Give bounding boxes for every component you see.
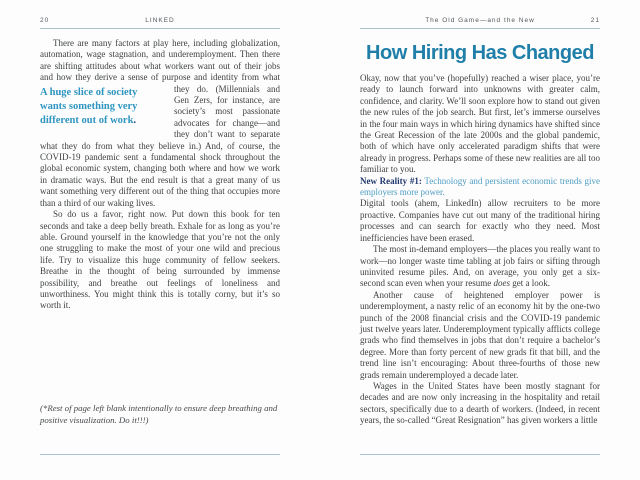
section-heading bbox=[360, 176, 600, 199]
paragraph-text-italic: does bbox=[493, 278, 510, 289]
body-paragraph: So do us a favor, right now. Put down this book for ten seconds and take a deep belly breath. Exhale for as long as you’re able. Ground yourself in the knowledge that you’re not the only one struggling to make the most of your one wild and precious life. Try to visualize this huge community of fellow seekers. Breathe in the thought of being surrounded by immense possibility, and breathe out feelings of loneliness and unworthiness. You might think this is totally corny, but it’s so worth it. bbox=[40, 209, 280, 311]
body-paragraph bbox=[40, 38, 280, 209]
footer-rule bbox=[40, 454, 280, 455]
body-paragraph: Wages in the United States have been mostly stagnant for decades and are now only increasing in the hospitality and retail sectors, specifically due to a dearth of workers. (Indeed, in recent years, the so-called “Great Resignation” has given workers a little bbox=[360, 380, 600, 426]
body-paragraph: Another cause of heightened employer power is underemployment, a nasty relic of an economy hit by the one-two punch of the 2008 financial crisis and the COVID-19 pandemic just twelve years later. Underemployment typically afflicts college grads who find themselves in jobs that don’t require a bachelor’s degree. More than forty percent of new grads fit that bill, and the trend line isn’t encouraging: About three-fourths of those new grads remain underemployed a decade later. bbox=[360, 289, 600, 380]
left-page-body bbox=[40, 38, 280, 312]
body-paragraph: Digital tools (ahem, LinkedIn) allow recruiters to be more proactive. Companies have cut out many of the traditional hiring processes and can search for exactly who they need. Most inefficiencies have been erased. bbox=[360, 198, 600, 243]
pull-quote bbox=[40, 86, 166, 128]
left-page-header bbox=[40, 15, 280, 29]
body-paragraph: Okay, now that you’ve (hopefully) reached a wiser place, you’re ready to launch forward into unknowns with greater calm, confidence, and clarity. We’ll soon explore how to stand out given the new rules of the job search. But first, let’s immerse ourselves in the four main ways in which hiring dynamics have shifted since the Great Recession of the late 2000s and the global pandemic, both of which have only accelerated paradigm shifts that were already in progress. Perhaps some of these new realities are all too familiar to you. bbox=[360, 73, 600, 175]
paragraph-text: do. (Millennials and Gen Zers, for instance, are society’s most passionate advocates for change—and they don’t want to separate what they do from what they believe in.) And, of course, the COVID-19 pandemic sent a fundamental shock throughout the global economic system, changing both where and how we work in dramatic ways. But the end result is that a great many of us want something very different out of the thing that occupies more than a third of our waking lives. bbox=[40, 83, 280, 208]
chapter-title: How Hiring Has Changed bbox=[366, 42, 594, 64]
body-paragraph bbox=[360, 244, 600, 290]
page-number: 21 bbox=[590, 17, 600, 24]
right-page-body bbox=[360, 73, 600, 427]
running-head: The Old Game—and the New bbox=[425, 17, 535, 24]
section-heading-label: New Reality #1: bbox=[360, 175, 422, 186]
section-heading-text: Technology and persistent economic trends give employers more power. bbox=[360, 175, 600, 198]
running-head: LINKED bbox=[145, 17, 175, 24]
pull-quote-text: A huge slice of society wants something very different out of work bbox=[40, 86, 138, 126]
footer-rule bbox=[360, 454, 600, 455]
paragraph-text: The most in-demand employers—the places you really want to work—no longer waste time tabling at job fairs or sifting through uninvited resume piles. And, on average, you only get a six-second scan even when your resume bbox=[360, 244, 600, 289]
footnote: (*Rest of page left blank intentionally to ensure deep breathing and positive visualization. Do it!!!) bbox=[40, 403, 278, 425]
paragraph-text: There are many factors at play here, including globalization, automation, wage stagnation, and underemployment. Then there are shifting attitudes about what workers want out of their jobs and how they derive a sense of purpose and identity from what they bbox=[40, 38, 280, 94]
page-number: 20 bbox=[40, 17, 50, 24]
pull-quote-period: . bbox=[133, 114, 137, 126]
paragraph-text: get a look. bbox=[509, 278, 550, 289]
right-page-header bbox=[360, 15, 600, 29]
right-page bbox=[320, 0, 640, 480]
